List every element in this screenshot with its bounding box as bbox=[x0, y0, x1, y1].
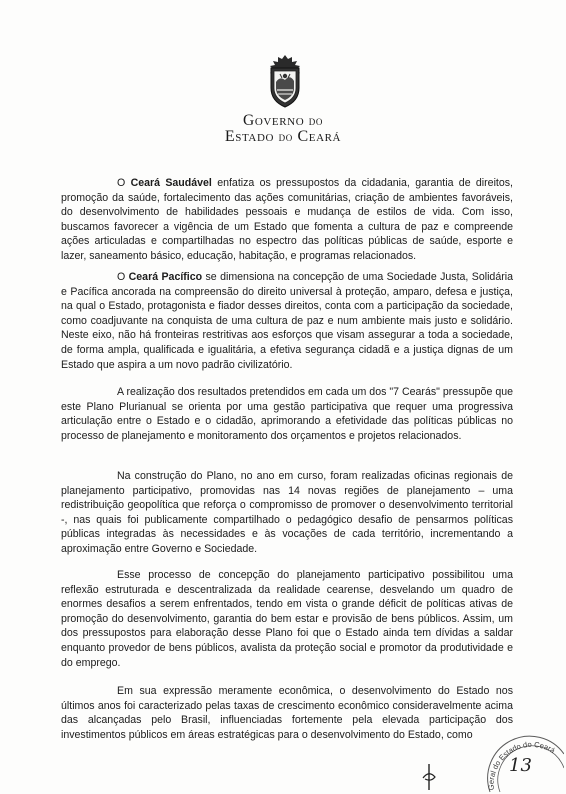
stamp-text: Geral do Estado do Ceará bbox=[486, 739, 557, 791]
header-initial: C bbox=[297, 128, 309, 145]
paragraph-emphasis: Ceará Saudável bbox=[130, 177, 212, 189]
paragraph-text: se dimensiona na concepção de uma Sociedade Justa, Solidária e Pacífica ancorada na compreensão do direito universal à proteção, amparo, defesa e justiça, na qual o Estado, protagonista e fiador desses direitos, conta com a participação da sociedade, como coadjuvante na conquista de uma cultura de paz e num ambiente mais justo e solidário. Neste eixo, não há fronteiras restritivas aos esforços que visam assegurar a toda a sociedade, de forma ampla, qualificada e igualitária, a efetiva segurança cidadã e a justiça dignas de um Estado que aspira a um novo padrão civilizatório. bbox=[61, 271, 513, 371]
paragraph-planejamento-participativo: Esse processo de concepção do planejamento participativo possibilitou uma reflexão estruturada e descentralizada da realidade cearense, desvelando um quadro de enormes desafios a serem enfrentados, tendo em vista o grande déficit de políticas ativas de promoção do desenvolvimento, garantia do bem estar e provisão de bens públicos. Assim, um dos pressupostos para elaboração desse Plano foi que o Estado ainda tem dívidas a saldar enquanto provedor de bens públicos, avalista da proteção social e promotor da produtividade e do emprego. bbox=[61, 569, 513, 669]
paragraph-text: O bbox=[117, 271, 129, 283]
paragraph-text: O bbox=[117, 177, 131, 189]
page-number-text: 13 bbox=[509, 755, 532, 776]
paragraph-expressao-economica: Em sua expressão meramente econômica, o desenvolvimento do Estado nos últimos anos foi caracterizado pelas taxas de crescimento econômico consideravelmente acima das alcançadas pelo Brasil, influenciadas fortemente pela elevada participação dos investimentos públicos em áreas estratégicas para o desenvolvimento do Estado, como bbox=[61, 685, 513, 741]
handwritten-page-number bbox=[505, 747, 537, 781]
paragraph-ceara-pacifico bbox=[61, 270, 513, 372]
paragraph-ceara-saudavel bbox=[61, 176, 513, 264]
header-initial: G bbox=[243, 112, 255, 129]
header-text: eará bbox=[308, 128, 342, 145]
paragraph-text: enfatiza os pressupostos da cidadania, garantia de direitos, promoção da saúde, fortalecimento das ações comunitárias, criação de ambientes favoráveis, do desenvolvimento de habilidades pessoais e mudança de estilos de vida. Com isso, buscamos favorecer a vigência de um Estado que fomenta a cultura de paz e compreende ações articuladas e compartilhadas no espectro das políticas públicas de saúde, esporte e lazer, saneamento básico, educação, habitação, e programas relacionados. bbox=[61, 177, 514, 262]
paragraph-construcao-plano: Na construção do Plano, no ano em curso, foram realizadas oficinas regionais de planejamento participativo, promovidas nas 14 novas regiões de planejamento – uma redistribuição geopolítica que reforça o compromisso de promover o desenvolvimento territorial -, nas quais foi publicamente compartilhado o pedagógico desafio de pensarmos políticas públicas integradas às necessidades e às vocações de cada território, incrementando a aproximação entre Governo e Sociedade. bbox=[61, 470, 513, 555]
paragraph-emphasis: Ceará Pacífico bbox=[128, 271, 203, 283]
handwritten-rubric bbox=[418, 762, 440, 792]
paragraph-resultados: A realização dos resultados pretendidos em cada um dos "7 Cearás" pressupõe que este Plano Plurianual se orienta por uma gestão participativa que requer uma progressiva articulação entre o Estado e o cidadão, aprimorando a efetividade das políticas públicas no processo de planejamento e monitoramento dos orçamentos e projetos relacionados. bbox=[61, 386, 513, 442]
header-state-title bbox=[0, 128, 566, 146]
header-preposition: do bbox=[278, 129, 293, 144]
header-preposition: do bbox=[308, 113, 323, 128]
header-text: overno bbox=[254, 112, 305, 129]
header-text: stado bbox=[235, 128, 275, 145]
state-coat-of-arms-icon bbox=[262, 54, 308, 108]
header-initial: E bbox=[224, 128, 236, 145]
